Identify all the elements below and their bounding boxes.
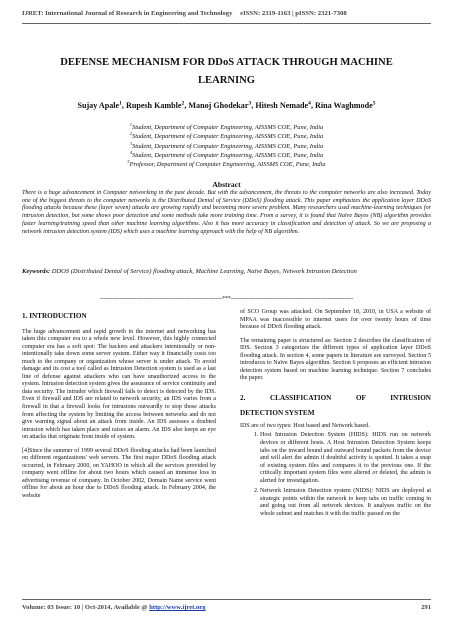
journal-name: IJRET: International Journal of Research in Engineering and Technology <box>22 10 233 17</box>
keywords-label: Keywords: <box>22 268 51 275</box>
right-column <box>240 309 431 521</box>
affiliation: $^3$Student, Department of Computer Engineering, AISSMS COE, Pune, India <box>129 140 324 150</box>
author: Rina Waghmode$^5$ <box>315 100 376 110</box>
paragraph: The huge advancement and rapid growth in the internet and networking has taken this computer era to a whole new level. However, this highly connected computer era has a soft spot: The hackers and attackers intentionally or non-intentionally take down some server system. Either way it financially costs too much to the company or organization whose server is under attack. To avoid damage and its cost a tool called as Intrusion Detection system is used as a last line of defense against attackers who can have unauthorized access to the system. Intrusion detection system gives the assurance of service continuity and data security. The intruder which firewall fails to detect is detected by the IDS. Even if firewall and IDS are related to network security, an IDS varies from a firewall in that a firewall looks for intrusions outwardly to stop those attacks from affecting the system by limiting the access between networks and do not give warning signal about an attack from inside. An IDS assesses a doubted intrusion which has taken place and raises an alarm. An IDS also keeps an eye on attacks that originate from inside of system. <box>22 328 216 441</box>
affiliation-list <box>40 123 413 169</box>
author: Manoj Ghodekar$^3$ <box>188 100 252 110</box>
list-item: 1. Host Intrusion Detection System (HIDS): HIDS run on network devices or different hosts. A Host Intrusion Detection System keeps tabs on the inward bound and outward bound packets from the device and will alert the admin if doubtful activity is spotted. It takes a snap of existing system files and compares it to the previous one. If the critically important system files were altered or deleted, the admin is alerted for investigation. <box>260 432 431 485</box>
heading-line-1: 2. CLASSIFICATION OF INTRUSION <box>240 393 431 402</box>
affiliation: $^4$Student, Department of Computer Engineering, AISSMS COE, Pune, India <box>129 149 324 159</box>
header-rule <box>22 23 431 24</box>
abstract-heading: Abstract <box>212 180 241 189</box>
affiliation: $^5$Professor, Department of Computer Engineering, AISSMS COE, Pune, India <box>127 159 326 169</box>
ids-type-list <box>240 432 431 518</box>
affiliation: $^2$Student, Department of Computer Engineering, AISSMS COE, Pune, India <box>129 131 324 141</box>
volume-text: Volume: 03 Issue: 10 | Oct-2014, Available @ <box>22 604 148 611</box>
abstract-text: There is a huge advancement in Computer networking in the past decade. But with the advancement, the threats to the computer networks are also increased. Today one of the biggest threats to the computer networks is the Distributed Denial of Service (DDoS) flooding attack. This paper emphasizes the application layer DDoS flooding attacks because these (layer seven) attacks are growing rapidly and becoming more severe problem. Many researchers used machine-learning techniques for intrusion detection, but some shows poor detection and some methods take more training time. From a survey, it is found that Naïve Bayes (NB) algorithm provides faster learning/training speed than other machine learning algorithms. Also it has more accuracy in classification and detection of attack. So we are proposing a network intrusion detection system (IDS) which uses a machine learning approach with the help of NB algorithm. <box>22 190 431 235</box>
paragraph: [4]Since the summer of 1999 several DDoS flooding attacks had been launched on different organizations' web servers. The first major DDoS flooding attack occurred, in February 2000, on YAHOO in which all the services provided by company went offline for about two hours which caused an immense loss in advertising revenue of company. In October 2002, Domain Name service went offline for about an hour due to DDoS flooding attack. In February 2004, the website <box>22 447 216 500</box>
issn-info: eISSN: 2319-1163 | pISSN: 2321-7308 <box>240 10 347 17</box>
section-divider: --------------------------------------------------------------------***-------------------------------------------------------------------- <box>100 296 353 302</box>
keywords-text: DDOS (Distributed Denial of Service) flooding attack, Machine Learning, Naïve Bayes, Network Intrusion Detection <box>51 268 357 275</box>
author: Sujay Apale$^1$ <box>77 100 122 110</box>
paragraph: IDS are of two types: Host based and Network based. <box>240 422 370 429</box>
title-line-2: LEARNING <box>197 75 256 86</box>
author: Rupesh Kamble$^2$ <box>125 100 185 110</box>
paragraph: of SCO Group was attacked. On September 18, 2010, in USA a website of MPAA was inaccessible to internet users for over twenty hours of time because of DDoS flooding attack. <box>240 309 431 331</box>
footer-volume-info <box>22 604 206 611</box>
list-item: 2. Network Intrusion Detection system (NIDS): NIDS are deployed at strategic points within the network to keep tabs on traffic coming in and going out from all network devices. It analyses traffic on the whole subnet and matches it with the traffic passed on the <box>260 488 431 518</box>
keywords <box>22 264 431 281</box>
section-heading-classification <box>240 391 431 421</box>
journal-url-link[interactable]: http://www.ijret.org <box>149 604 206 611</box>
page-number: 291 <box>421 604 431 611</box>
author: Hitesh Nemade$^4$ <box>255 100 311 110</box>
footer-rule <box>22 599 431 600</box>
heading-line-2: DETECTION SYSTEM <box>240 408 315 417</box>
left-column <box>22 308 216 507</box>
title-line-1: DEFENSE MECHANISM FOR DDoS ATTACK THROUGH MACHINE <box>60 57 393 68</box>
paragraph: The remaining paper is structured as: Section 2 describes the classification of IDS. Section 3 categorizes the different types of application layer DDoS flooding attack. In section 4, some papers in literature are surveyed. Section 5 introduces to Naïve Bayes algorithm. Section 6 proposes an efficient intrusion detection system based on machine learning technique. Section 7 concludes the paper. <box>240 337 431 382</box>
journal-header <box>22 10 431 17</box>
section-heading-introduction: 1. INTRODUCTION <box>22 312 87 320</box>
affiliation: $^1$Student, Department of Computer Engineering, AISSMS COE, Pune, India <box>129 121 324 131</box>
paper-title <box>30 54 423 90</box>
author-list: Sujay Apale$^1$, Rupesh Kamble$^2$, Manoj Ghodekar$^3$, Hitesh Nemade$^4$, Rina Waghmode$^5$ <box>77 100 376 110</box>
